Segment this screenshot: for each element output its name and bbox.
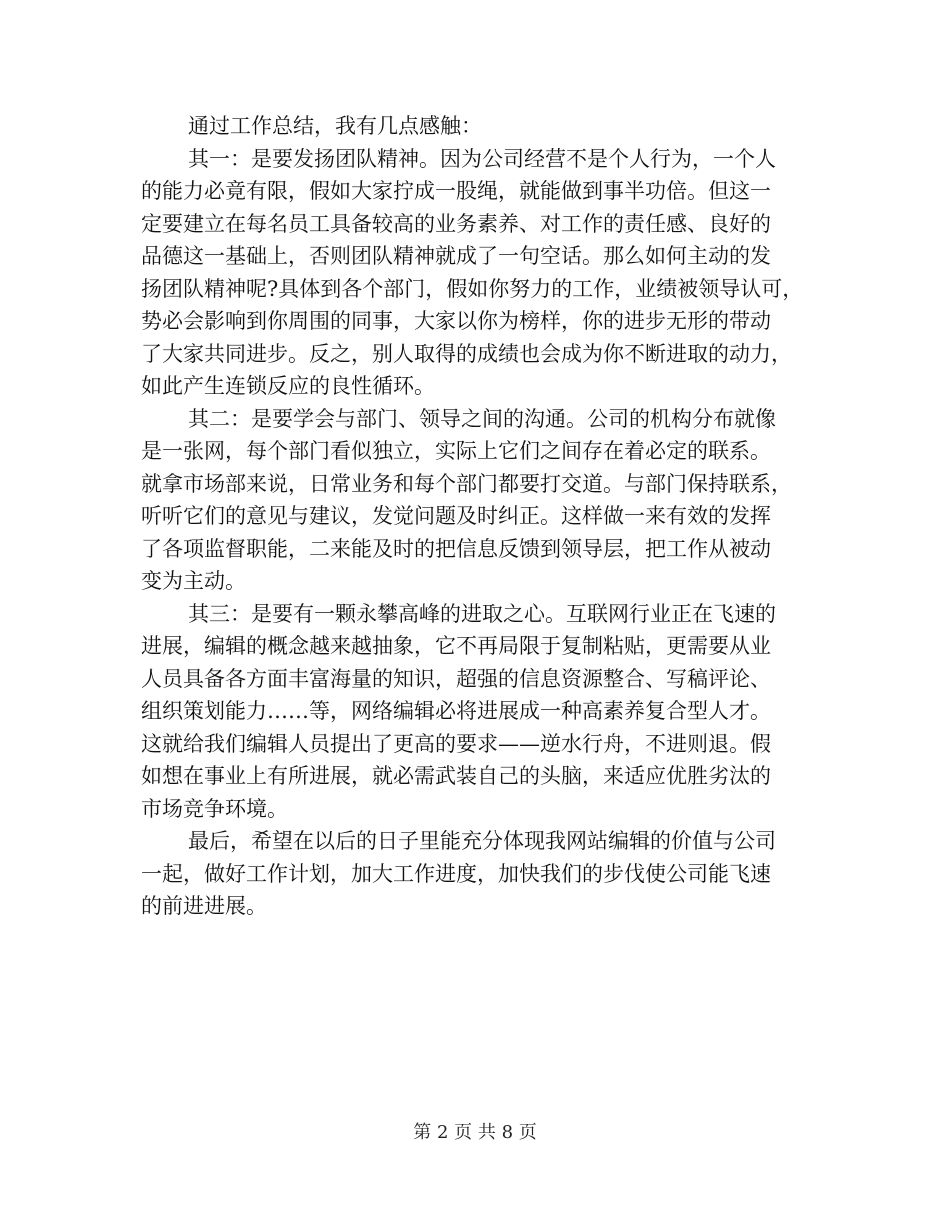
document-body bbox=[141, 110, 813, 923]
text-line: 其二：是要学会与部门、领导之间的沟通。公司的机构分布就像 bbox=[188, 406, 776, 431]
page-footer: 第 2 页 共 8 页 bbox=[413, 1122, 537, 1143]
text-line: 组织策划能力……等，网络编辑必将进展成一种高素养复合型人才。 bbox=[141, 699, 771, 723]
text-line: 就拿市场部来说，日常业务和每个部门都要打交道。与部门保持联系， bbox=[141, 471, 792, 496]
text-line: 扬团队精神呢?具体到各个部门，假如你努力的工作，业绩被领导认可， bbox=[141, 276, 804, 301]
text-line: 一起，做好工作计划，加大工作进度，加快我们的步伐使公司能飞速 bbox=[141, 861, 771, 886]
text-line: 的前进进展。 bbox=[141, 894, 267, 918]
text-line: 其一：是要发扬团队精神。因为公司经营不是个人行为，一个人 bbox=[188, 146, 776, 171]
text-line: 人员具备各方面丰富海量的知识，超强的信息资源整合、写稿评论、 bbox=[141, 666, 771, 691]
text-line: 这就给我们编辑人员提出了更高的要求——逆水行舟，不进则退。假 bbox=[141, 731, 771, 756]
text-line: 势必会影响到你周围的同事，大家以你为榜样，你的进步无形的带动 bbox=[141, 309, 771, 333]
text-line: 变为主动。 bbox=[141, 569, 246, 593]
text-line: 了大家共同进步。反之，别人取得的成绩也会成为你不断进取的动力， bbox=[141, 341, 792, 366]
text-line: 如此产生连锁反应的良性循环。 bbox=[141, 374, 435, 398]
text-line: 如想在事业上有所进展，就必需武装自己的头脑，来适应优胜劣汰的 bbox=[141, 764, 771, 788]
text-line: 是一张网，每个部门看似独立，实际上它们之间存在着必定的联系。 bbox=[141, 439, 771, 463]
text-line: 其三：是要有一颗永攀高峰的进取之心。互联网行业正在飞速的 bbox=[188, 601, 776, 626]
text-line: 品德这一基础上，否则团队精神就成了一句空话。那么如何主动的发 bbox=[141, 244, 771, 268]
text-line: 定要建立在每名员工具备较高的业务素养、对工作的责任感、良好的 bbox=[141, 211, 771, 236]
text-line: 的能力必竟有限，假如大家拧成一股绳，就能做到事半功倍。但这一 bbox=[141, 179, 771, 203]
text-line: 听听它们的意见与建议，发觉问题及时纠正。这样做一来有效的发挥 bbox=[141, 504, 771, 528]
text-line: 进展，编辑的概念越来越抽象，它不再局限于复制粘贴，更需要从业 bbox=[141, 634, 771, 658]
text-line: 最后，希望在以后的日子里能充分体现我网站编辑的价值与公司 bbox=[188, 829, 776, 853]
text-line: 通过工作总结，我有几点感触： bbox=[188, 114, 482, 138]
text-line: 了各项监督职能，二来能及时的把信息反馈到领导层，把工作从被动 bbox=[141, 536, 771, 561]
text-line: 市场竞争环境。 bbox=[141, 796, 288, 821]
